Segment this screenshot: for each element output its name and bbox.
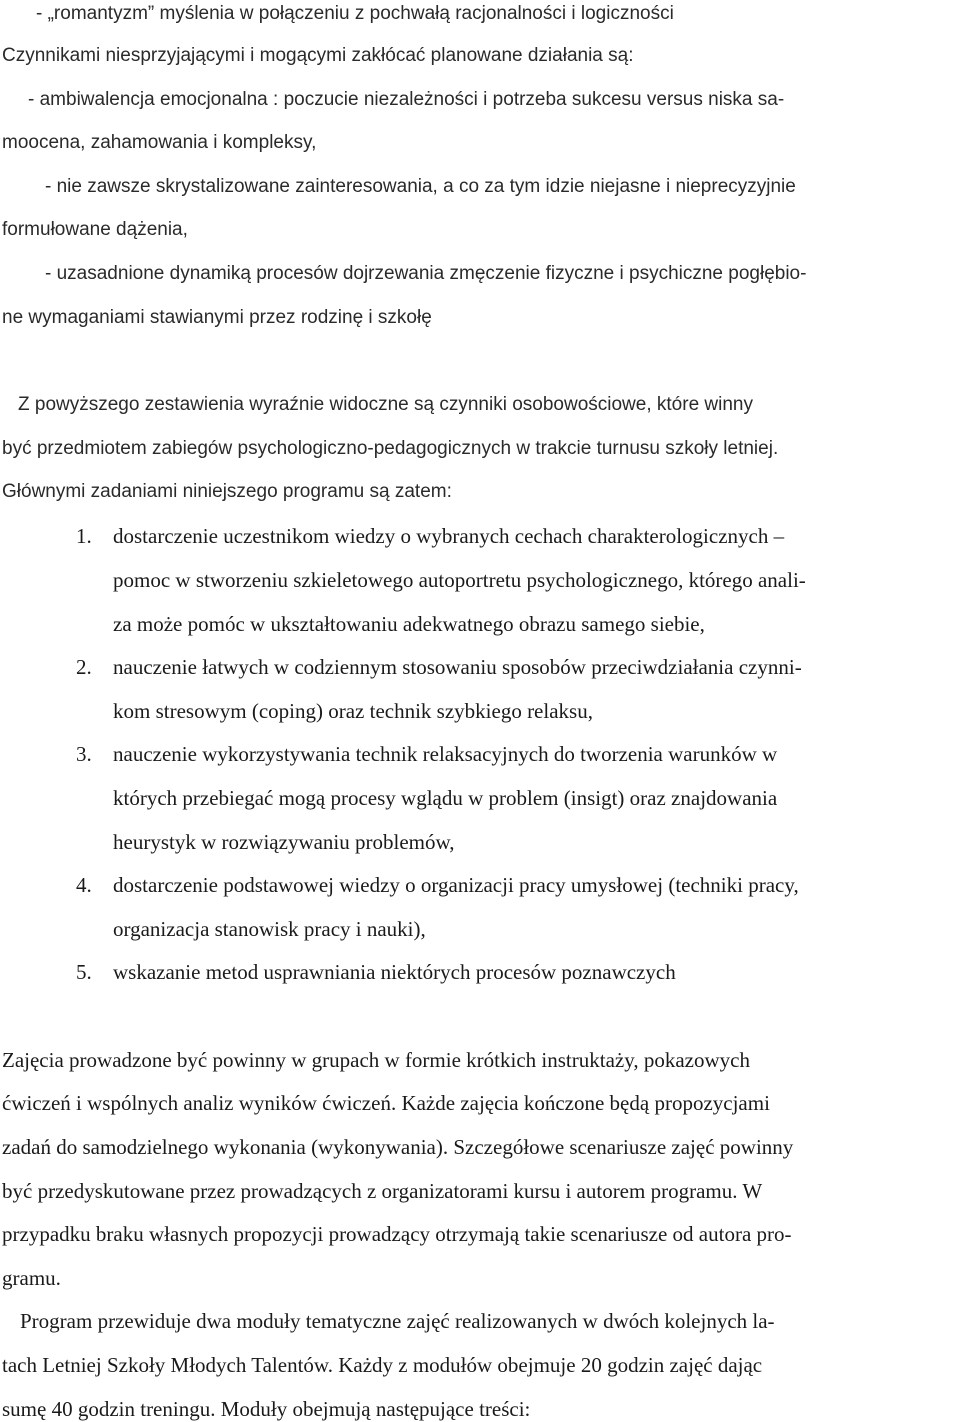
list-text: pomoc w stworzeniu szkieletowego autoportretu psychologicznego, którego anali- bbox=[113, 568, 806, 592]
text-line: Czynnikami niesprzyjającymi i mogącymi zakłócać planowane działania są: bbox=[2, 45, 634, 66]
list-text: za może pomóc w ukształtowaniu adekwatnego obrazu samego siebie, bbox=[113, 612, 705, 636]
text-line: Z powyższego zestawienia wyraźnie widoczne są czynniki osobowościowe, które winny bbox=[18, 394, 753, 415]
text-line: ćwiczeń i wspólnych analiz wyników ćwiczeń. Każde zajęcia kończone będą propozycjami bbox=[2, 1091, 770, 1115]
text-line: przypadku braku własnych propozycji prowadzący otrzymają takie scenariusze od autora pro- bbox=[2, 1222, 792, 1246]
text-line: być przedyskutowane przez prowadzących z organizatorami kursu i autorem programu. W bbox=[2, 1179, 763, 1203]
list-text: wskazanie metod usprawniania niektórych procesów poznawczych bbox=[113, 960, 676, 984]
text-line: zadań do samodzielnego wykonania (wykonywania). Szczegółowe scenariusze zajęć powinny bbox=[2, 1135, 794, 1159]
text-line: tach Letniej Szkoły Młodych Talentów. Każdy z modułów obejmuje 20 godzin zajęć dając bbox=[2, 1353, 763, 1377]
list-number: 5. bbox=[76, 960, 92, 984]
text-line: Głównymi zadaniami niniejszego programu są zatem: bbox=[2, 481, 452, 502]
text-line: - ambiwalencja emocjonalna : poczucie niezależności i potrzeba sukcesu versus niska sa- bbox=[28, 89, 785, 110]
text-line: Zajęcia prowadzone być powinny w grupach w formie krótkich instruktaży, pokazowych bbox=[2, 1048, 750, 1072]
list-text: nauczenie łatwych w codziennym stosowaniu sposobów przeciwdziałania czynni- bbox=[113, 655, 802, 679]
text-line: - uzasadnione dynamiką procesów dojrzewania zmęczenie fizyczne i psychiczne pogłębio- bbox=[45, 263, 807, 284]
list-text: kom stresowym (coping) oraz technik szybkiego relaksu, bbox=[113, 699, 593, 723]
text-line: Program przewiduje dwa moduły tematyczne zajęć realizowanych w dwóch kolejnych la- bbox=[20, 1309, 775, 1333]
text-line: formułowane dążenia, bbox=[2, 219, 188, 240]
list-text: których przebiegać mogą procesy wglądu w problem (insigt) oraz znajdowania bbox=[113, 786, 778, 810]
text-line: gramu. bbox=[2, 1266, 61, 1290]
list-text: dostarczenie podstawowej wiedzy o organizacji pracy umysłowej (techniki pracy, bbox=[113, 873, 799, 897]
text-line: być przedmiotem zabiegów psychologiczno-pedagogicznych w trakcie turnusu szkoły letniej. bbox=[2, 438, 779, 459]
list-number: 4. bbox=[76, 873, 92, 897]
list-text: nauczenie wykorzystywania technik relaksacyjnych do tworzenia warunków w bbox=[113, 742, 778, 766]
list-text: heurystyk w rozwiązywaniu problemów, bbox=[113, 830, 455, 854]
list-number: 3. bbox=[76, 742, 92, 766]
list-number: 2. bbox=[76, 655, 92, 679]
text-line: - nie zawsze skrystalizowane zainteresowania, a co za tym idzie niejasne i nieprecyzyjnie bbox=[45, 176, 796, 197]
text-line: moocena, zahamowania i kompleksy, bbox=[2, 132, 317, 153]
list-number: 1. bbox=[76, 524, 92, 548]
text-line: ne wymaganiami stawianymi przez rodzinę i szkołę bbox=[2, 307, 432, 328]
list-text: dostarczenie uczestnikom wiedzy o wybranych cechach charakterologicznych – bbox=[113, 524, 785, 548]
list-text: organizacja stanowisk pracy i nauki), bbox=[113, 917, 426, 941]
text-line: - „romantyzm” myślenia w połączeniu z pochwałą racjonalności i logiczności bbox=[36, 3, 674, 24]
text-line: sumę 40 godzin treningu. Moduły obejmują następujące treści: bbox=[2, 1397, 531, 1421]
